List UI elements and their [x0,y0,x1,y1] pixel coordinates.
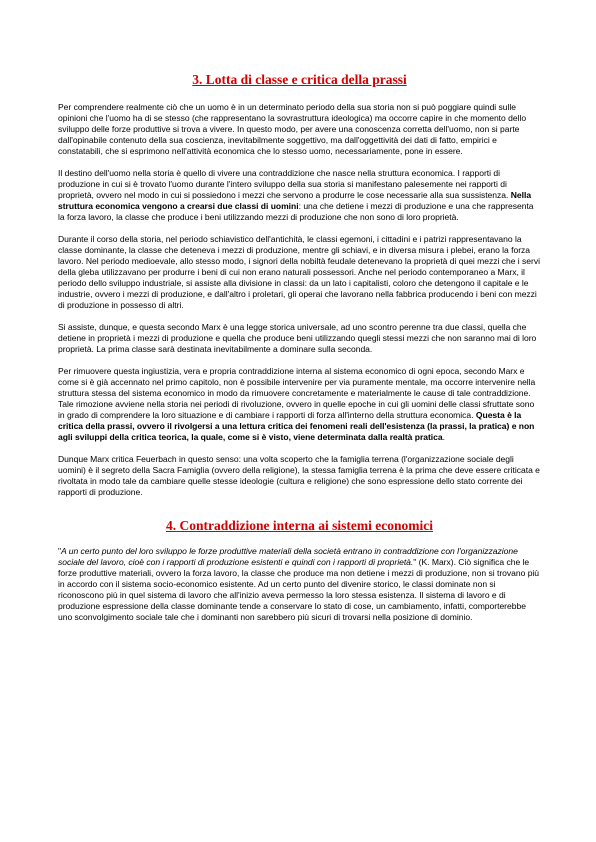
section-3-paragraph-3: Durante il corso della storia, nel periodo schiavistico dell'antichità, le classi egemoni, i cittadini e i patrizi rappresentavano la classe dominante, la classe che deteneva i mezzi di produzione, mentre gli schiavi, e in diversa misura i plebei, erano la forza lavoro. Nel periodo medioevale, allo stesso modo, i signori della nobiltà feudale detenevano la proprietà di quei mezzi che i servi della gleba utilizzavano per produrre i beni di cui non erano naturali possessori. Anche nel periodo contemporaneo a Marx, il periodo dello sviluppo industriale, si assiste alla divisione in classi: da un lato i capitalisti, coloro che detengono il capitale e le industrie, ovvero i mezzi di produzione, e dall'altro i proletari, gli operai che lavorano nella fabbrica producendo i beni con mezzi di produzione in possesso di altri. [58,234,540,310]
section-3-paragraph-4: Si assiste, dunque, e questa secondo Marx è una legge storica universale, ad uno scontro perenne tra due classi, quella che detiene in proprietà i mezzi di produzione e quella che produce beni utilizzando quegli stessi mezzi che non saranno mai di loro proprietà. La prima classe sarà destinata inevitabilmente a dominare sulla seconda. [58,322,537,354]
section-3-paragraph-6: Dunque Marx critica Feuerbach in questo senso: una volta scoperto che la famiglia terrena (l'organizzazione sociale degli uomini) è il segreto della Sacra Famiglia (ovvero della religione), la stessa famiglia terrena è la prima che deve essere criticata e rivoltata in modo tale da cambiare quelle stesse ideologie (cultura e religione) che sono espressione dello stato corrente dei rapporti di produzione. [58,454,540,497]
section-3-paragraph-1: Per comprendere realmente ciò che un uomo è in un determinato periodo della sua storia non si può poggiare quindi sulle opinioni che l'uomo ha di se stesso (che rappresentano la sovrastruttura ideologica) ma occorre capire in che momento dello sviluppo delle forze produttive si trova a vivere. In questo modo, per avere una conoscenza corretta dell'uomo, non si parte dall'opinabile contenuto della sua coscienza, inevitabilmente soggettivo, ma dall'oggettività dei dati di fatto, empirici e constatabili, che si esprimono nell'attività economica che lo stesso uomo, necessariamente, pone in essere. [58,102,527,156]
section-3-paragraph-5 [58,366,541,443]
section-4-title: 4. Contraddizione interna ai sistemi economici [166,518,433,533]
section-4-paragraph-1 [58,546,541,623]
bold-text: Nella struttura economica vengono a crearsi due classi di uomini [58,190,532,211]
quote-mark: " [58,546,62,556]
bold-text: Questa è la critica della prassi, ovvero il rivolgersi a una lettura critica dei fenomeni reali dell'esistenza (la prassi, la pratica) e non agli sviluppi della critica teorica, la quale, come si è visto, viene determinata dalla realtà pratica [58,410,535,442]
section-3-paragraph-2 [58,168,541,223]
marx-quote: A un certo punto del loro sviluppo le forze produttive materiali della società entrano in contraddizione con l'organizzazione sociale del lavoro, cioè con i rapporti di produzione esistenti e quindi con i rapporti di proprietà. [58,546,518,567]
paragraph-text: " (K. Marx). Ciò significa che le forze produttive materiali, ovvero la forza lavoro, la classe che produce ma non detiene i mezzi di produzione, non si trovano più in accordo con il sistema socio-economico esistente. Ad un certo punto del divenire storico, le classi dominate non si riconoscono più in quel sistema di lavoro che all'inizio aveva permesso la loro stessa esistenza. Il sistema di lavoro e di produzione espressione della classe dominante tende a conservare lo stato di cose, un cambiamento, infatti, comporterebbe uno sconvolgimento sociale tale che i dominanti non sarebbero più sicuri di trovarsi nella posizione di dominio. [58,557,540,622]
paragraph-text: : una che detiene i mezzi di produzione e una che rappresenta la forza lavoro, la classe che produce i beni utilizzando mezzi di produzione che non sono di loro proprietà. [58,201,534,222]
section-3-title: 3. Lotta di classe e critica della prassi [192,72,407,87]
paragraph-text: Per rimuovere questa ingiustizia, vera e propria contraddizione interna al sistema economico di ogni epoca, secondo Marx e come si è già accennato nel primo capitolo, non è possibile intervenire per via puramente mentale, ma occorre intervenire nella struttura stessa del sistema economico in modo da rimuovere concretamente e materialmente le cause di tale contraddizione. Tale rimozione avviene nella storia nei periodi di rivoluzione, ovvero in quelle epoche in cui gli uomini delle classi sfruttate sono in grado di comprendere la loro situazione e di cambiare i rapporti di forza all'interno della struttura economica. [58,366,536,420]
paragraph-text: . [442,432,445,442]
paragraph-text: Il destino dell'uomo nella storia è quello di vivere una contraddizione che nasce nella struttura economica. I rapporti di produzione in cui si è trovato l'uomo durante l'intero sviluppo della sua storia si manifestano palesemente nei rapporti di proprietà, ovvero nel modo in cui si possiedono i mezzi che servono a produrre le cose necessarie alla sua sussistenza. [58,168,509,200]
